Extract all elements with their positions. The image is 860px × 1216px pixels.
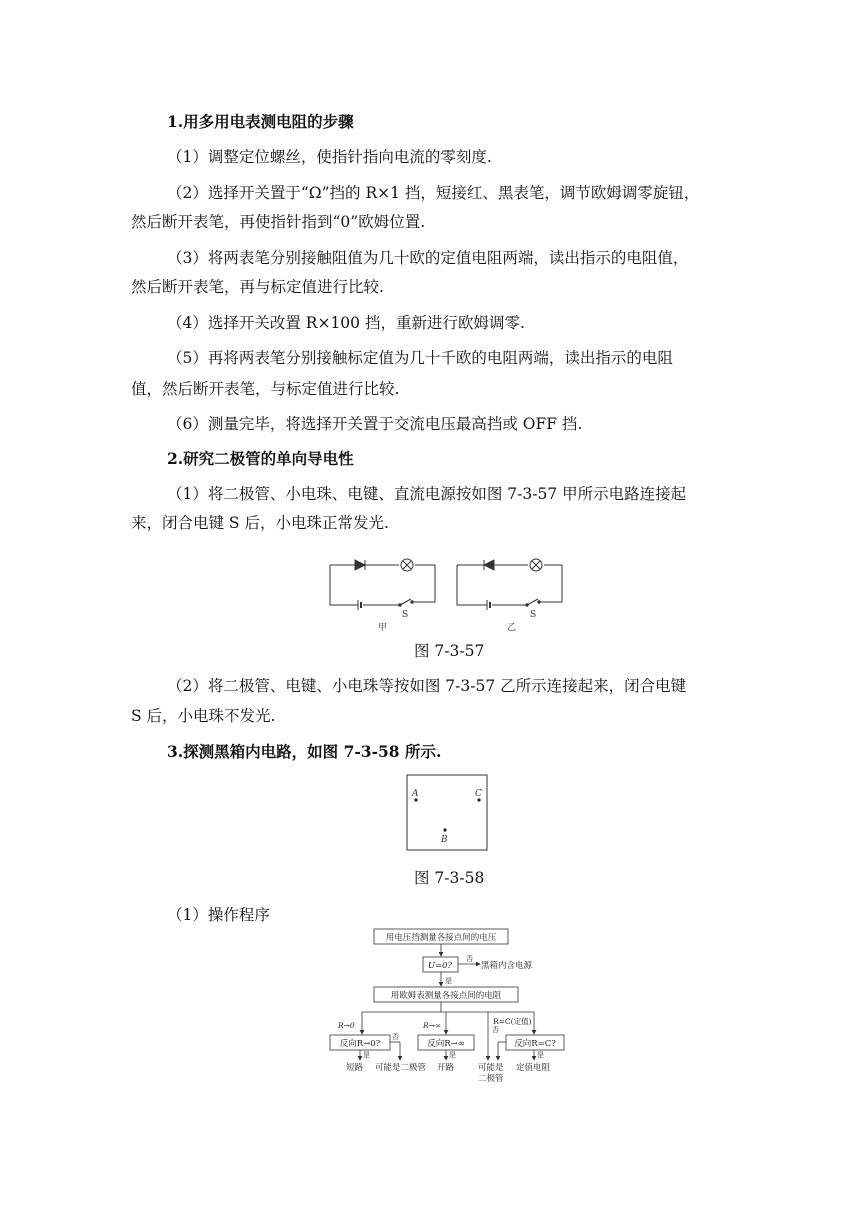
point-a-label: A (412, 789, 419, 799)
point-b-dot (443, 828, 446, 831)
circuit-label-a: 甲 (378, 623, 388, 633)
flow-branch-r-inf: R→∞ (423, 1021, 442, 1030)
switch-label-a: S (402, 610, 409, 620)
section2-heading: 2.研究二极管的单向导电性 (167, 449, 354, 468)
section1-step5-line1: （5）再将两表笔分别接触标定值为几十千欧的电阻两端，读出指示的电阻 (167, 349, 673, 367)
section2-step1-line2: 来，闭合电键 S 后，小电珠正常发光. (131, 514, 389, 532)
flow-yes-3: 是 (449, 1051, 456, 1059)
section3-step1: （1）操作程序 (167, 906, 270, 924)
flow-result-power-source: 黑箱内含电源 (481, 961, 533, 971)
flow-yes-2: 是 (363, 1051, 370, 1059)
section3-heading: 3.探测黑箱内电路，如图 7-3-58 所示. (167, 742, 442, 761)
flow-no-3: 否 (492, 1026, 499, 1034)
circuit-b (457, 559, 562, 610)
section1-step6: （6）测量完毕，将选择开关置于交流电压最高挡或 OFF 挡. (167, 415, 583, 433)
section1-step2-line2: 然后断开表笔，再使指针指到“0”欧姆位置. (131, 213, 426, 231)
flow-no-1: 否 (466, 955, 473, 963)
point-b-label: B (441, 835, 448, 845)
section1-step5-line2: 值，然后断开表笔，与标定值进行比较. (131, 380, 400, 398)
circuit-a (330, 559, 435, 610)
flow-branch-r-zero: R→0 (338, 1021, 355, 1030)
section1-step2-line1: （2）选择开关置于“Ω”挡的 R×1 挡，短接红、黑表笔，调节欧姆调零旋钮， (167, 184, 700, 202)
flow-out-open: 开路 (437, 1063, 455, 1073)
flow-text-voltage: 用电压挡测量各接点间的电压 (385, 933, 497, 943)
flow-out-resistor: 定值电阻 (516, 1063, 551, 1073)
section1-step1: （1）调整定位螺丝，使指针指向电流的零刻度. (167, 148, 492, 166)
flow-text-reverse-zero: 反向R→0? (339, 1039, 381, 1049)
flow-no-2: 否 (392, 1033, 399, 1041)
flow-text-u-zero: U=0? (427, 961, 453, 971)
flow-text-reverse-inf: 反向R→∞ (427, 1039, 465, 1049)
section2-step1-line1: （1）将二极管、小电珠、电键、直流电源按如图 7-3-57 甲所示电路连接起 (167, 485, 687, 503)
flow-text-reverse-c: 反向R=C? (514, 1039, 556, 1049)
operation-flowchart (320, 924, 580, 1089)
section1-step4: （4）选择开关改置 R×100 挡，重新进行欧姆调零. (167, 314, 525, 332)
section1-step3-line1: （3）将两表笔分别接触阻值为几十欧的定值电阻两端，读出指示的电阻值， (167, 249, 689, 267)
flow-text-resistance: 用欧姆表测量各接点间的电阻 (390, 991, 502, 1001)
flow-yes-4: 是 (537, 1051, 544, 1059)
flow-out-diode: 可能是二极管 (375, 1063, 427, 1073)
fig-caption-7-3-57: 图 7-3-57 (414, 642, 485, 660)
flow-yes-1: 是 (445, 977, 452, 985)
section1-heading: 1.用多用电表测电阻的步骤 (167, 112, 354, 131)
flow-branch-r-c: R=C(定值) (493, 1017, 532, 1026)
fig-caption-7-3-58: 图 7-3-58 (414, 869, 485, 887)
flow-out-diode-2: 二极管 (478, 1074, 504, 1084)
section2-step2-line2: S 后，小电珠不发光. (131, 707, 276, 725)
circuit-label-b: 乙 (507, 623, 517, 633)
switch-label-b: S (530, 610, 537, 620)
circuit-diagrams (320, 540, 570, 635)
black-box-diagram (405, 773, 489, 853)
section2-step2-line1: （2）将二极管、电键、小电珠等按如图 7-3-57 乙所示连接起来，闭合电键 (167, 677, 687, 695)
flow-out-maybe: 可能是 (478, 1063, 504, 1073)
section1-step3-line2: 然后断开表笔，再与标定值进行比较. (131, 278, 384, 296)
flow-out-short: 短路 (346, 1063, 364, 1073)
point-c-label: C (475, 789, 482, 799)
